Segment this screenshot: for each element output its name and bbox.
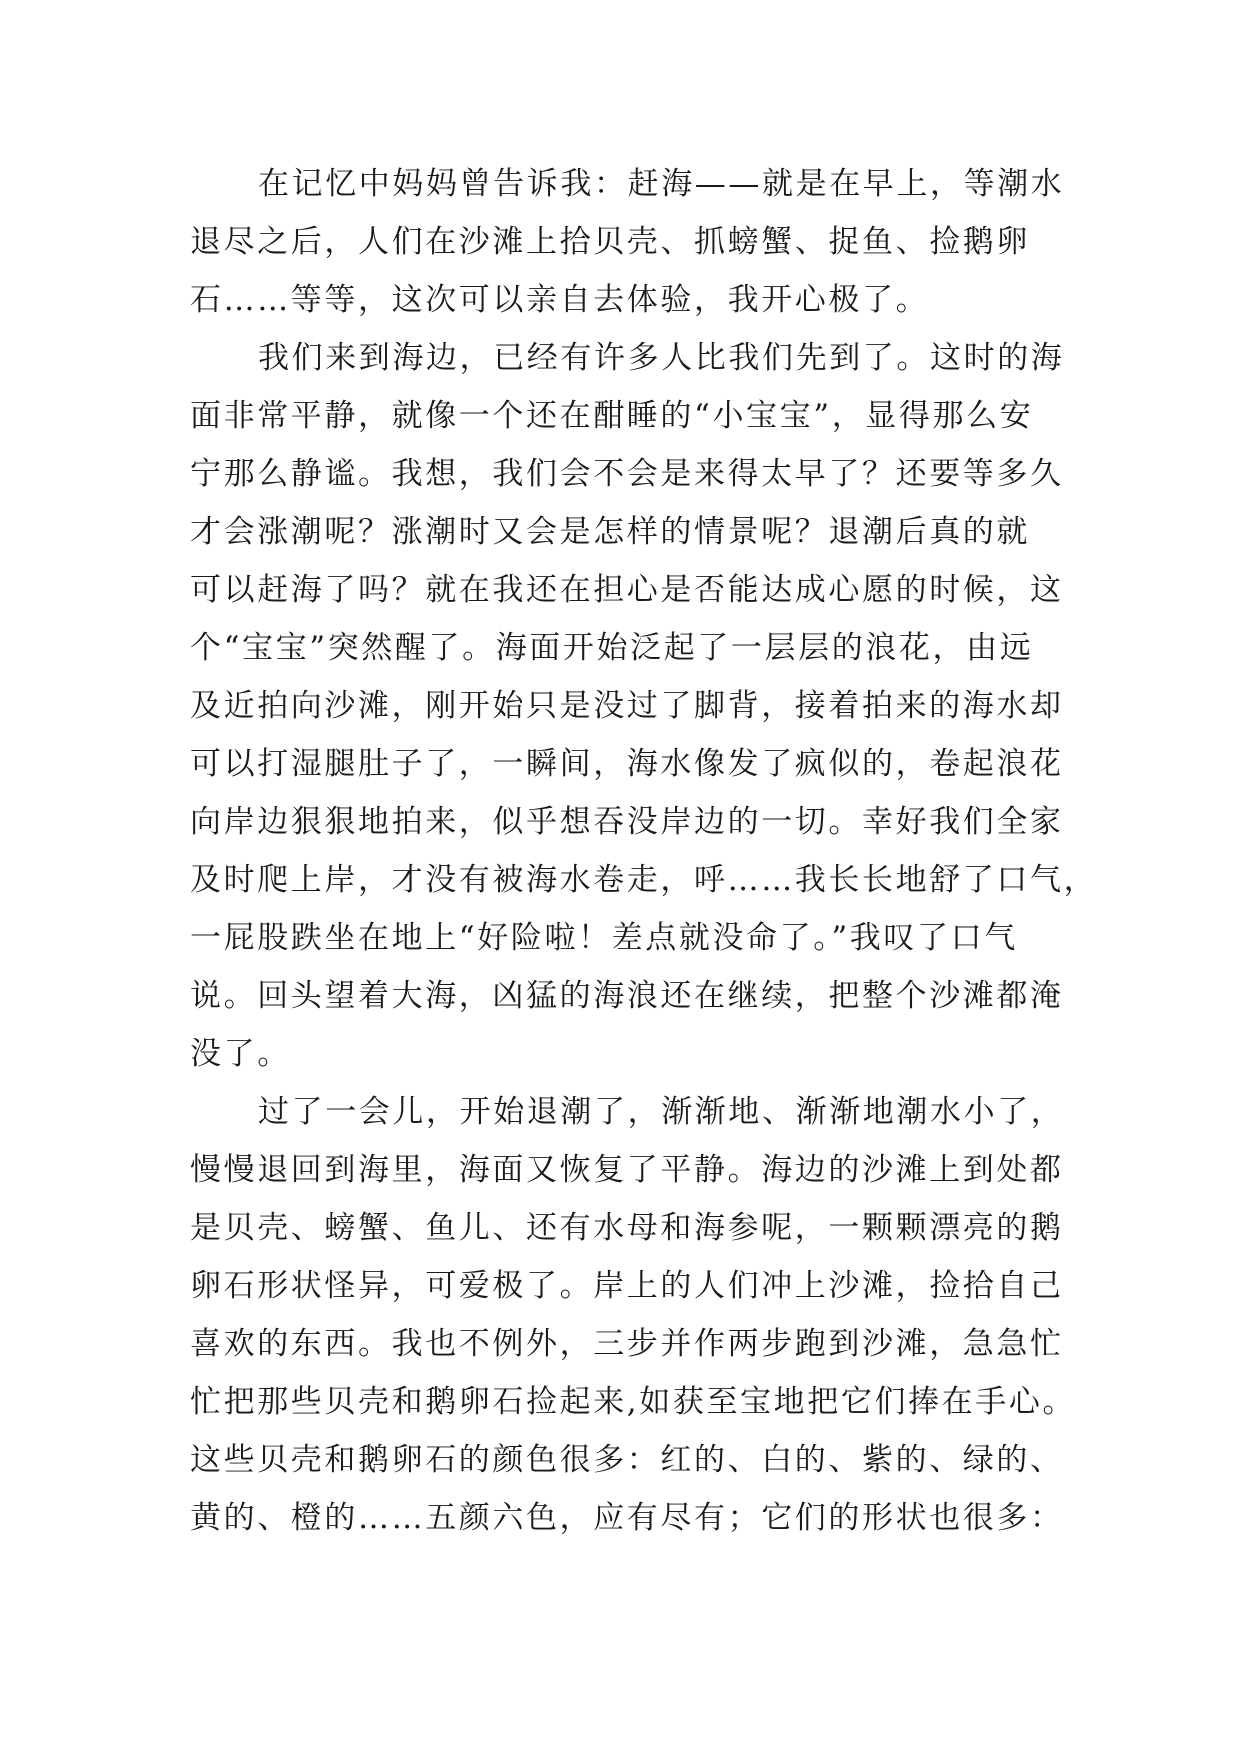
text-line: 个“宝宝”突然醒了。海面开始泛起了一层层的浪花，由远: [190, 630, 1034, 666]
text-line: 及近拍向沙滩，刚开始只是没过了脚背，接着拍来的海水却: [190, 688, 1064, 724]
text-line: 我们来到海边，已经有许多人比我们先到了。这时的海: [258, 340, 1065, 376]
document-body: [190, 155, 1098, 1547]
text-line: 向岸边狠狠地拍来，似乎想吞没岸边的一切。幸好我们全家: [190, 804, 1064, 840]
text-line: 石……等等，这次可以亲自去体验，我开心极了。: [190, 282, 930, 318]
text-line: 是贝壳、螃蟹、鱼儿、还有水母和海参呢，一颗颗漂亮的鹅: [190, 1210, 1064, 1246]
text-line: 卵石形状怪异，可爱极了。岸上的人们冲上沙滩，捡拾自己: [190, 1268, 1064, 1304]
text-line: 没了。: [190, 1036, 291, 1072]
text-line: 忙把那些贝壳和鹅卵石捡起来,如获至宝地把它们捧在手心。: [190, 1384, 1077, 1420]
text-line: 在记忆中妈妈曾告诉我：赶海——就是在早上，等潮水: [258, 166, 1065, 202]
paragraph-2: [190, 329, 1098, 1083]
text-line: 退尽之后，人们在沙滩上拾贝壳、抓螃蟹、捉鱼、捡鹅卵: [190, 224, 1030, 260]
text-line: 过了一会儿，开始退潮了，渐渐地、渐渐地潮水小了，: [258, 1094, 1065, 1130]
text-line: 宁那么静谧。我想，我们会不会是来得太早了？还要等多久: [190, 456, 1064, 492]
text-line: 黄的、橙的……五颜六色，应有尽有；它们的形状也很多：: [190, 1500, 1064, 1536]
text-line: 面非常平静，就像一个还在酣睡的“小宝宝”，显得那么安: [190, 398, 1034, 434]
paragraph-3: [190, 1083, 1077, 1547]
paragraph-1: [190, 155, 1065, 329]
text-line: 喜欢的东西。我也不例外，三步并作两步跑到沙滩，急急忙: [190, 1326, 1064, 1362]
text-line: 可以打湿腿肚子了，一瞬间，海水像发了疯似的，卷起浪花: [190, 746, 1064, 782]
text-line: 一屁股跌坐在地上“好险啦！差点就没命了。”我叹了口气: [190, 920, 1018, 956]
text-line: 这些贝壳和鹅卵石的颜色很多：红的、白的、紫的、绿的、: [190, 1442, 1064, 1478]
text-line: 及时爬上岸，才没有被海水卷走，呼……我长长地舒了口气，: [190, 862, 1098, 898]
text-line: 说。回头望着大海，凶猛的海浪还在继续，把整个沙滩都淹: [190, 978, 1064, 1014]
text-line: 可以赶海了吗？就在我还在担心是否能达成心愿的时候，这: [190, 572, 1064, 608]
text-line: 慢慢退回到海里，海面又恢复了平静。海边的沙滩上到处都: [190, 1152, 1064, 1188]
text-line: 才会涨潮呢？涨潮时又会是怎样的情景呢？退潮后真的就: [190, 514, 1030, 550]
